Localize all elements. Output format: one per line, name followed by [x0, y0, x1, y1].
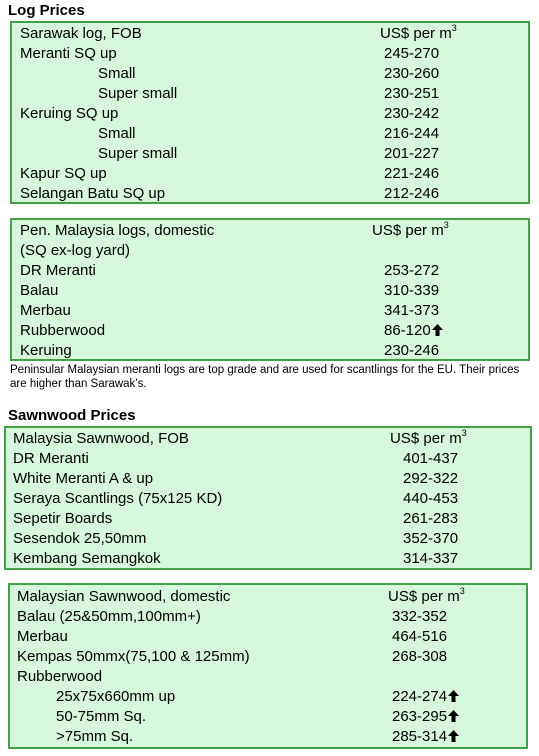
table-row: [12, 44, 528, 64]
price-value: 292-322: [403, 470, 459, 487]
price-value: 310-339: [384, 282, 440, 299]
price-value: 268-308: [392, 648, 448, 665]
header-label: (SQ ex-log yard): [20, 242, 131, 259]
table-row: [12, 321, 528, 341]
row-price: [403, 449, 458, 469]
price-value: 224-274: [392, 688, 448, 705]
row-price: [403, 529, 458, 549]
row-name: Sepetir Boards: [13, 510, 113, 527]
table-row: [12, 144, 528, 164]
row-price: [392, 707, 459, 728]
row-name: Rubberwood: [17, 668, 103, 685]
price-value: 221-246: [384, 165, 440, 182]
row-price: [392, 627, 447, 647]
row-price: [384, 64, 439, 84]
table-row: [12, 261, 528, 281]
unit-label: US$ per $m^3$: [390, 428, 467, 447]
header-label: Malaysia Sawnwood, FOB: [13, 430, 189, 447]
sawnwood-prices-title: Sawnwood Prices: [8, 407, 136, 424]
row-price: [403, 509, 458, 529]
price-value: 201-227: [384, 145, 440, 162]
header-label: Pen. Malaysia logs, domestic: [20, 222, 215, 239]
up-arrow-icon: [448, 688, 459, 708]
table-row: [10, 627, 526, 647]
row-name: DR Meranti: [20, 262, 96, 279]
table-row: [6, 489, 530, 509]
table-row: [12, 184, 528, 204]
row-name: 50-75mm Sq.: [56, 708, 147, 725]
price-value: 253-272: [384, 262, 440, 279]
row-name: Seraya Scantlings (75x125 KD): [13, 490, 223, 507]
price-value: 230-251: [384, 85, 440, 102]
table-row: [12, 281, 528, 301]
row-price: [384, 321, 443, 342]
price-value: 341-373: [384, 302, 440, 319]
table-row: [6, 469, 530, 489]
table-row: [6, 529, 530, 549]
table-row: [10, 607, 526, 627]
price-value: 401-437: [403, 450, 459, 467]
price-value: 261-283: [403, 510, 459, 527]
table-header: [12, 24, 528, 44]
row-name: Kembang Semangkok: [13, 550, 161, 567]
row-name: Selangan Batu SQ up: [20, 185, 166, 202]
row-name: Super small: [98, 85, 178, 102]
price-value: 230-260: [384, 65, 440, 82]
unit-label: US$ per $m^3$: [372, 220, 449, 239]
row-name: Small: [98, 65, 136, 82]
price-value: 464-516: [392, 628, 448, 645]
price-value: 285-314: [392, 728, 448, 745]
row-name: Kapur SQ up: [20, 165, 107, 182]
row-price: [392, 687, 459, 708]
row-name: Kempas 50mmx(75,100 & 125mm): [17, 648, 250, 665]
table-row: [12, 341, 528, 361]
row-price: [403, 469, 458, 489]
sawnwood-fob-table: [4, 426, 532, 570]
price-value: 212-246: [384, 185, 440, 202]
price-value: 230-246: [384, 342, 440, 359]
row-name: 25x75x660mm up: [56, 688, 176, 705]
row-name: Rubberwood: [20, 322, 106, 339]
row-price: [392, 607, 447, 627]
table-header: [12, 221, 528, 241]
row-price: [384, 341, 439, 361]
row-price: [384, 124, 439, 144]
table-row: [12, 64, 528, 84]
row-name: Merbau: [17, 628, 68, 645]
table-row: [12, 124, 528, 144]
row-price: [384, 261, 439, 281]
row-name: Keruing SQ up: [20, 105, 119, 122]
table-row: [12, 164, 528, 184]
up-arrow-icon: [448, 708, 459, 728]
row-name: DR Meranti: [13, 450, 89, 467]
table-row: [10, 667, 526, 687]
price-value: 332-352: [392, 608, 448, 625]
table-row: [6, 509, 530, 529]
price-value: 263-295: [392, 708, 448, 725]
up-arrow-icon: [448, 728, 459, 748]
row-price: [392, 647, 447, 667]
row-name: Meranti SQ up: [20, 45, 117, 62]
row-price: [384, 104, 439, 124]
table-row: [10, 727, 526, 747]
row-name: >75mm Sq.: [56, 728, 134, 745]
footnote: Peninsular Malaysian meranti logs are top grade and are used for scantlings for the EU. Their prices are higher than Sarawak’s.: [10, 364, 520, 390]
row-price: [384, 144, 439, 164]
row-name: Super small: [98, 145, 178, 162]
peninsular-log-table: [10, 218, 530, 361]
row-price: [403, 489, 458, 509]
unit-label: US$ per $m^3$: [380, 23, 457, 42]
price-value: 86-120: [384, 322, 431, 339]
row-name: Small: [98, 125, 136, 142]
row-name: White Meranti A & up: [13, 470, 154, 487]
table-row: [6, 449, 530, 469]
row-name: Keruing: [20, 342, 72, 359]
price-value: 440-453: [403, 490, 459, 507]
sarawak-log-table: [10, 21, 530, 204]
table-header-subline: [12, 241, 528, 261]
table-row: [10, 647, 526, 667]
header-label: Malaysian Sawnwood, domestic: [17, 588, 231, 605]
row-price: [384, 301, 439, 321]
table-row: [10, 707, 526, 727]
table-header: [10, 587, 526, 607]
up-arrow-icon: [432, 322, 443, 342]
row-price: [392, 727, 459, 748]
row-price: [384, 184, 439, 204]
unit-label: US$ per $m^3$: [388, 586, 465, 605]
row-price: [403, 549, 458, 569]
table-row: [12, 104, 528, 124]
price-value: 230-242: [384, 105, 440, 122]
price-value: 245-270: [384, 45, 440, 62]
row-price: [384, 44, 439, 64]
table-row: [12, 301, 528, 321]
row-name: Merbau: [20, 302, 71, 319]
row-price: [384, 84, 439, 104]
table-row: [6, 549, 530, 569]
log-prices-title: Log Prices: [8, 2, 85, 19]
row-name: Balau: [20, 282, 59, 299]
row-price: [384, 164, 439, 184]
price-value: 314-337: [403, 550, 459, 567]
table-row: [10, 687, 526, 707]
row-price: [384, 281, 439, 301]
table-header: [6, 429, 530, 449]
price-value: 352-370: [403, 530, 459, 547]
price-value: 216-244: [384, 125, 440, 142]
header-label: Sarawak log, FOB: [20, 25, 142, 42]
table-row: [12, 84, 528, 104]
sawnwood-domestic-table: [8, 583, 528, 749]
row-name: Balau (25&50mm,100mm+): [17, 608, 201, 625]
row-name: Sesendok 25,50mm: [13, 530, 147, 547]
